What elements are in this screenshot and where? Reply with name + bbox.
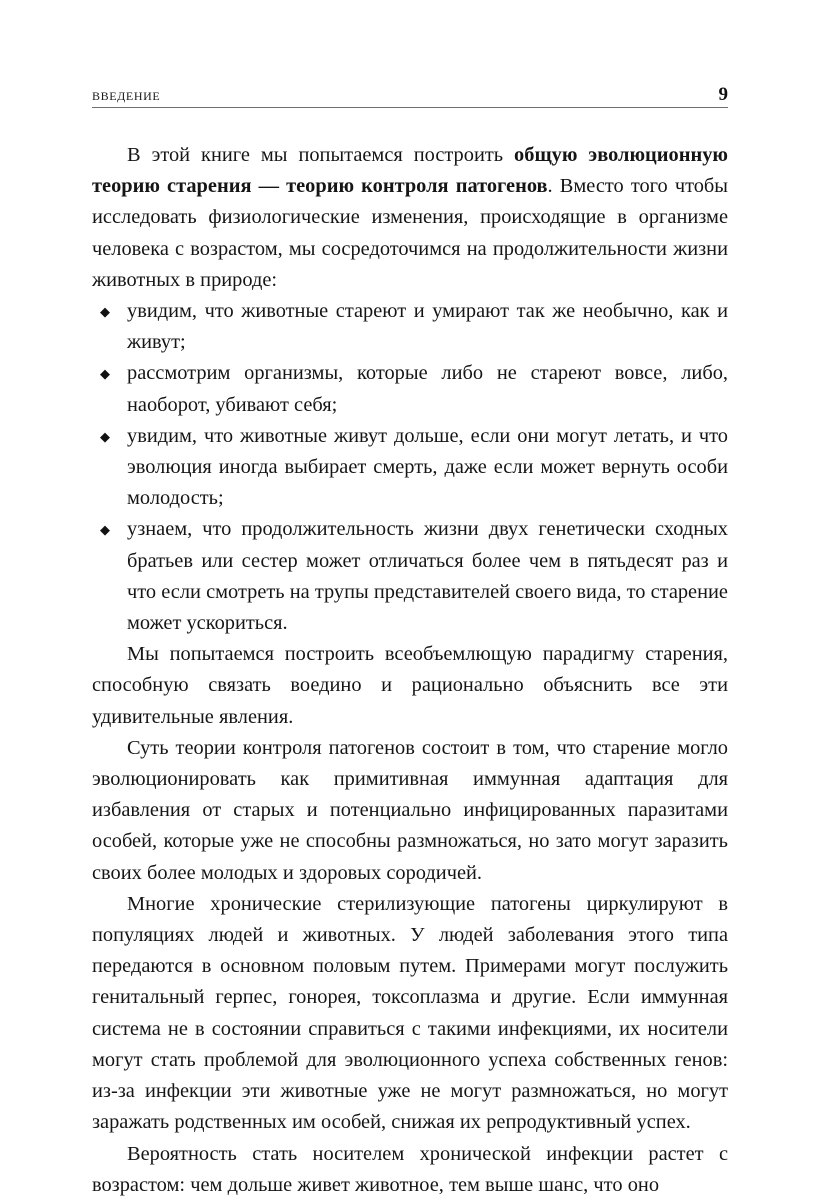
diamond-bullet-icon: ◆	[100, 428, 110, 444]
paragraph-1	[92, 140, 728, 296]
paragraph-1-bold-term: общую эволюционную теорию старения — теорию контроля патогенов	[92, 144, 728, 198]
page-number: 9	[718, 84, 728, 105]
paragraph-1-lead: В этой книге мы попытаемся построить	[127, 144, 515, 166]
header-rule	[92, 107, 728, 108]
body-text-block	[92, 140, 728, 1200]
diamond-bullet-icon: ◆	[100, 304, 110, 320]
running-head	[92, 84, 728, 106]
paragraph-5: Вероятность стать носителем хронической инфекции растет с возрастом: чем дольше живет животное, тем выше шанс, что оно	[92, 1142, 728, 1196]
paragraph-4: Многие хронические стерилизующие патогены циркулируют в популяциях людей и животных. У людей заболевания этого типа передаются в основном половым путем. Примерами могут послужить генитальный герпес, гонорея, токсоплазма и другие. Если иммунная система не в состоянии справиться с такими инфекциями, их носители могут стать проблемой для эволюционного успеха собственных генов: из-за инфекции эти животные уже не могут размножаться, но могут заражать родственных им особей, снижая их репродуктивный успех.	[92, 892, 728, 1134]
list-item-label: увидим, что животные стареют и умирают так же необычно, как и живут;	[127, 300, 728, 354]
diamond-bullet-icon: ◆	[100, 366, 110, 382]
bullet-list	[92, 296, 728, 639]
paragraph-1-tail: . Вместо того чтобы исследовать физиологические изменения, происходящие в организме человека с возрастом, мы сосредоточимся на продолжительности жизни животных в природе:	[92, 175, 728, 291]
list-item	[92, 296, 728, 358]
list-item	[92, 514, 728, 639]
paragraph-3: Суть теории контроля патогенов состоит в том, что старение могло эволюционировать как примитивная иммунная адаптация для избавления от старых и потенциально инфицированных паразитами особей, которые уже не способны размножаться, но зато могут заразить своих более молодых и здоровых сородичей.	[92, 736, 728, 884]
list-item	[92, 421, 728, 515]
list-item-label: рассмотрим организмы, которые либо не стареют вовсе, либо, наоборот, убивают себя;	[127, 362, 728, 416]
list-item	[92, 358, 728, 420]
running-head-title: введение	[92, 85, 161, 104]
list-item-label: узнаем, что продолжительность жизни двух генетически сходных братьев или сестер может отличаться более чем в пятьдесят раз и что если смотреть на трупы представителей своего вида, то старение может ускориться.	[127, 518, 728, 635]
paragraph-2: Мы попытаемся построить всеобъемлющую парадигму старения, способную связать воедино и рационально объяснить все эти удивительные явления.	[92, 643, 728, 728]
diamond-bullet-icon: ◆	[100, 522, 110, 538]
list-item-label: увидим, что животные живут дольше, если они могут летать, и что эволюция иногда выбирает смерть, даже если может вернуть особи молодость;	[127, 424, 728, 510]
